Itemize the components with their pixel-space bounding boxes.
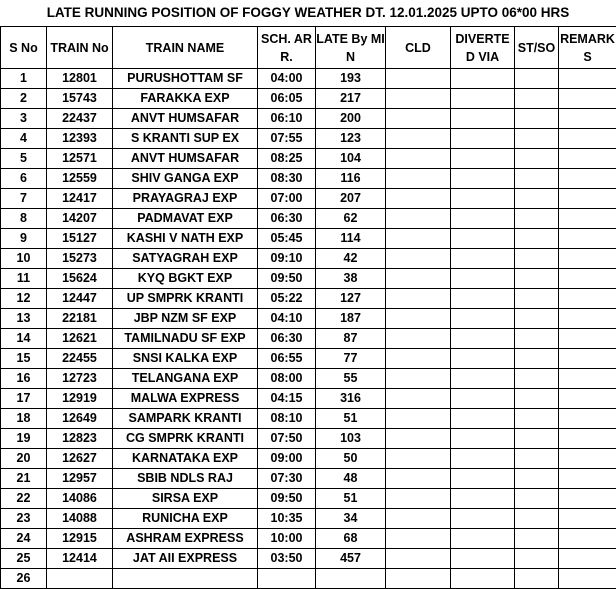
- cell-sno: 25: [1, 549, 47, 569]
- cell-sch-arr: 08:30: [258, 169, 316, 189]
- late-running-table: [0, 26, 616, 589]
- cell-remarks: [559, 289, 616, 309]
- cell-diverted-via: [451, 89, 515, 109]
- cell-train-no: 15127: [47, 229, 113, 249]
- cell-train-name: PURUSHOTTAM SF: [113, 69, 258, 89]
- cell-remarks: [559, 109, 616, 129]
- cell-st-so: [515, 509, 559, 529]
- cell-sno: 3: [1, 109, 47, 129]
- table-row: [1, 429, 616, 449]
- col-header-sno: S No: [1, 27, 47, 69]
- cell-st-so: [515, 209, 559, 229]
- cell-sch-arr: 08:25: [258, 149, 316, 169]
- cell-train-no: 12621: [47, 329, 113, 349]
- cell-st-so: [515, 349, 559, 369]
- table-row: [1, 469, 616, 489]
- cell-diverted-via: [451, 269, 515, 289]
- cell-train-no: 12649: [47, 409, 113, 429]
- cell-sno: 24: [1, 529, 47, 549]
- cell-late-by-min: 217: [316, 89, 386, 109]
- cell-diverted-via: [451, 189, 515, 209]
- table-row: [1, 349, 616, 369]
- cell-cld: [386, 449, 451, 469]
- table-row: [1, 89, 616, 109]
- cell-sch-arr: 09:10: [258, 249, 316, 269]
- cell-train-name: TELANGANA EXP: [113, 369, 258, 389]
- cell-remarks: [559, 569, 616, 589]
- cell-cld: [386, 229, 451, 249]
- col-header-diverted-via: DIVERTED VIA: [451, 27, 515, 69]
- cell-sch-arr: 09:00: [258, 449, 316, 469]
- table-row: [1, 129, 616, 149]
- col-header-train-no: TRAIN No: [47, 27, 113, 69]
- cell-train-name: SNSI KALKA EXP: [113, 349, 258, 369]
- cell-sno: 1: [1, 69, 47, 89]
- cell-st-so: [515, 169, 559, 189]
- table-row: [1, 149, 616, 169]
- cell-cld: [386, 569, 451, 589]
- table-row: [1, 249, 616, 269]
- cell-sno: 12: [1, 289, 47, 309]
- cell-sch-arr: 09:50: [258, 489, 316, 509]
- cell-sno: 23: [1, 509, 47, 529]
- cell-st-so: [515, 229, 559, 249]
- cell-cld: [386, 289, 451, 309]
- cell-late-by-min: [316, 569, 386, 589]
- cell-sno: 15: [1, 349, 47, 369]
- cell-cld: [386, 509, 451, 529]
- cell-remarks: [559, 349, 616, 369]
- cell-sno: 8: [1, 209, 47, 229]
- cell-diverted-via: [451, 489, 515, 509]
- cell-remarks: [559, 169, 616, 189]
- cell-late-by-min: 48: [316, 469, 386, 489]
- cell-train-no: 22181: [47, 309, 113, 329]
- table-row: [1, 169, 616, 189]
- cell-train-no: 12919: [47, 389, 113, 409]
- table-row: [1, 269, 616, 289]
- cell-sch-arr: 05:45: [258, 229, 316, 249]
- cell-sno: 13: [1, 309, 47, 329]
- cell-late-by-min: 116: [316, 169, 386, 189]
- cell-st-so: [515, 89, 559, 109]
- cell-sno: 2: [1, 89, 47, 109]
- cell-train-no: 12571: [47, 149, 113, 169]
- cell-sch-arr: 06:30: [258, 329, 316, 349]
- cell-diverted-via: [451, 349, 515, 369]
- cell-sno: 14: [1, 329, 47, 349]
- cell-sch-arr: 07:30: [258, 469, 316, 489]
- cell-st-so: [515, 129, 559, 149]
- table-row: [1, 109, 616, 129]
- cell-sno: 22: [1, 489, 47, 509]
- cell-sch-arr: 07:00: [258, 189, 316, 209]
- cell-sno: 19: [1, 429, 47, 449]
- cell-cld: [386, 249, 451, 269]
- cell-st-so: [515, 449, 559, 469]
- cell-train-name: PADMAVAT EXP: [113, 209, 258, 229]
- cell-remarks: [559, 209, 616, 229]
- cell-st-so: [515, 109, 559, 129]
- cell-train-no: 22455: [47, 349, 113, 369]
- cell-cld: [386, 309, 451, 329]
- cell-remarks: [559, 489, 616, 509]
- cell-diverted-via: [451, 209, 515, 229]
- cell-remarks: [559, 249, 616, 269]
- cell-sno: 17: [1, 389, 47, 409]
- cell-train-name: MALWA EXPRESS: [113, 389, 258, 409]
- cell-diverted-via: [451, 69, 515, 89]
- report-title: LATE RUNNING POSITION OF FOGGY WEATHER DT. 12.01.2025 UPTO 06*00 HRS: [0, 0, 616, 26]
- cell-sno: 18: [1, 409, 47, 429]
- cell-train-name: ASHRAM EXPRESS: [113, 529, 258, 549]
- cell-sno: 21: [1, 469, 47, 489]
- cell-cld: [386, 149, 451, 169]
- cell-cld: [386, 89, 451, 109]
- cell-st-so: [515, 329, 559, 349]
- cell-late-by-min: 38: [316, 269, 386, 289]
- cell-sch-arr: 09:50: [258, 269, 316, 289]
- cell-diverted-via: [451, 549, 515, 569]
- cell-train-no: 14086: [47, 489, 113, 509]
- cell-cld: [386, 349, 451, 369]
- cell-train-name: UP SMPRK KRANTI: [113, 289, 258, 309]
- cell-sch-arr: 06:10: [258, 109, 316, 129]
- cell-late-by-min: 103: [316, 429, 386, 449]
- cell-train-no: [47, 569, 113, 589]
- cell-train-no: 12627: [47, 449, 113, 469]
- cell-diverted-via: [451, 229, 515, 249]
- cell-train-name: KYQ BGKT EXP: [113, 269, 258, 289]
- cell-sch-arr: 05:22: [258, 289, 316, 309]
- cell-train-no: 15624: [47, 269, 113, 289]
- cell-remarks: [559, 529, 616, 549]
- cell-sno: 20: [1, 449, 47, 469]
- cell-remarks: [559, 129, 616, 149]
- cell-train-no: 12414: [47, 549, 113, 569]
- table-row: [1, 489, 616, 509]
- cell-remarks: [559, 549, 616, 569]
- cell-diverted-via: [451, 509, 515, 529]
- cell-train-name: FARAKKA EXP: [113, 89, 258, 109]
- cell-diverted-via: [451, 389, 515, 409]
- table-row: [1, 449, 616, 469]
- cell-remarks: [559, 469, 616, 489]
- cell-cld: [386, 169, 451, 189]
- cell-sch-arr: 04:00: [258, 69, 316, 89]
- cell-sch-arr: 06:55: [258, 349, 316, 369]
- cell-sch-arr: 07:50: [258, 429, 316, 449]
- cell-remarks: [559, 369, 616, 389]
- cell-train-no: 12559: [47, 169, 113, 189]
- cell-diverted-via: [451, 309, 515, 329]
- cell-st-so: [515, 389, 559, 409]
- cell-remarks: [559, 149, 616, 169]
- cell-diverted-via: [451, 449, 515, 469]
- table-row: [1, 529, 616, 549]
- cell-cld: [386, 189, 451, 209]
- cell-sno: 5: [1, 149, 47, 169]
- cell-diverted-via: [451, 529, 515, 549]
- cell-st-so: [515, 149, 559, 169]
- cell-sno: 10: [1, 249, 47, 269]
- cell-late-by-min: 104: [316, 149, 386, 169]
- cell-sch-arr: 08:00: [258, 369, 316, 389]
- cell-diverted-via: [451, 429, 515, 449]
- cell-sno: 26: [1, 569, 47, 589]
- cell-late-by-min: 77: [316, 349, 386, 369]
- cell-remarks: [559, 429, 616, 449]
- cell-late-by-min: 114: [316, 229, 386, 249]
- cell-late-by-min: 193: [316, 69, 386, 89]
- col-header-st-so: ST/SO: [515, 27, 559, 69]
- cell-remarks: [559, 509, 616, 529]
- cell-train-name: SATYAGRAH EXP: [113, 249, 258, 269]
- cell-remarks: [559, 69, 616, 89]
- col-header-sch-arr: SCH. ARR.: [258, 27, 316, 69]
- col-header-train-name: TRAIN NAME: [113, 27, 258, 69]
- cell-st-so: [515, 269, 559, 289]
- cell-train-name: SAMPARK KRANTI: [113, 409, 258, 429]
- cell-remarks: [559, 229, 616, 249]
- table-row: [1, 289, 616, 309]
- cell-late-by-min: 50: [316, 449, 386, 469]
- cell-sch-arr: 08:10: [258, 409, 316, 429]
- cell-diverted-via: [451, 129, 515, 149]
- table-row: [1, 69, 616, 89]
- cell-remarks: [559, 269, 616, 289]
- cell-cld: [386, 69, 451, 89]
- cell-sch-arr: 04:15: [258, 389, 316, 409]
- table-row: [1, 229, 616, 249]
- cell-train-no: 12801: [47, 69, 113, 89]
- cell-late-by-min: 316: [316, 389, 386, 409]
- cell-st-so: [515, 309, 559, 329]
- cell-cld: [386, 409, 451, 429]
- cell-train-no: 22437: [47, 109, 113, 129]
- cell-sch-arr: 06:30: [258, 209, 316, 229]
- cell-train-no: 12393: [47, 129, 113, 149]
- cell-remarks: [559, 449, 616, 469]
- cell-late-by-min: 55: [316, 369, 386, 389]
- cell-train-name: KASHI V NATH EXP: [113, 229, 258, 249]
- cell-train-name: ANVT HUMSAFAR: [113, 109, 258, 129]
- cell-diverted-via: [451, 569, 515, 589]
- cell-sch-arr: 07:55: [258, 129, 316, 149]
- cell-late-by-min: 68: [316, 529, 386, 549]
- cell-late-by-min: 62: [316, 209, 386, 229]
- cell-train-no: 15273: [47, 249, 113, 269]
- cell-sno: 11: [1, 269, 47, 289]
- cell-remarks: [559, 89, 616, 109]
- cell-train-name: S KRANTI SUP EX: [113, 129, 258, 149]
- cell-sno: 9: [1, 229, 47, 249]
- cell-cld: [386, 389, 451, 409]
- cell-cld: [386, 329, 451, 349]
- col-header-cld: CLD: [386, 27, 451, 69]
- cell-diverted-via: [451, 469, 515, 489]
- cell-train-name: ANVT HUMSAFAR: [113, 149, 258, 169]
- cell-train-no: 12447: [47, 289, 113, 309]
- table-row: [1, 309, 616, 329]
- table-row: [1, 509, 616, 529]
- cell-remarks: [559, 189, 616, 209]
- cell-train-no: 14088: [47, 509, 113, 529]
- table-row: [1, 549, 616, 569]
- col-header-remarks: REMARKS: [559, 27, 616, 69]
- cell-train-no: 12417: [47, 189, 113, 209]
- cell-diverted-via: [451, 289, 515, 309]
- cell-st-so: [515, 409, 559, 429]
- cell-diverted-via: [451, 109, 515, 129]
- cell-diverted-via: [451, 149, 515, 169]
- cell-st-so: [515, 569, 559, 589]
- cell-sch-arr: 06:05: [258, 89, 316, 109]
- cell-remarks: [559, 309, 616, 329]
- cell-train-no: 12823: [47, 429, 113, 449]
- cell-train-name: [113, 569, 258, 589]
- cell-diverted-via: [451, 369, 515, 389]
- cell-late-by-min: 123: [316, 129, 386, 149]
- cell-st-so: [515, 289, 559, 309]
- cell-sno: 16: [1, 369, 47, 389]
- cell-train-no: 12915: [47, 529, 113, 549]
- cell-remarks: [559, 409, 616, 429]
- cell-st-so: [515, 369, 559, 389]
- cell-train-name: SIRSA EXP: [113, 489, 258, 509]
- cell-train-no: 14207: [47, 209, 113, 229]
- table-row: [1, 369, 616, 389]
- cell-late-by-min: 42: [316, 249, 386, 269]
- cell-st-so: [515, 489, 559, 509]
- cell-late-by-min: 200: [316, 109, 386, 129]
- cell-remarks: [559, 329, 616, 349]
- cell-train-name: JBP NZM SF EXP: [113, 309, 258, 329]
- cell-late-by-min: 127: [316, 289, 386, 309]
- cell-late-by-min: 87: [316, 329, 386, 349]
- cell-late-by-min: 187: [316, 309, 386, 329]
- cell-st-so: [515, 189, 559, 209]
- cell-late-by-min: 51: [316, 489, 386, 509]
- cell-sch-arr: 10:00: [258, 529, 316, 549]
- table-row: [1, 209, 616, 229]
- cell-cld: [386, 469, 451, 489]
- cell-cld: [386, 489, 451, 509]
- header-row: [1, 27, 616, 69]
- table-row: [1, 409, 616, 429]
- cell-late-by-min: 207: [316, 189, 386, 209]
- cell-diverted-via: [451, 249, 515, 269]
- cell-st-so: [515, 69, 559, 89]
- cell-diverted-via: [451, 329, 515, 349]
- cell-remarks: [559, 389, 616, 409]
- cell-cld: [386, 209, 451, 229]
- cell-st-so: [515, 529, 559, 549]
- table-row: [1, 569, 616, 589]
- cell-train-name: RUNICHA EXP: [113, 509, 258, 529]
- cell-diverted-via: [451, 169, 515, 189]
- cell-diverted-via: [451, 409, 515, 429]
- cell-sno: 6: [1, 169, 47, 189]
- table-row: [1, 389, 616, 409]
- cell-sno: 7: [1, 189, 47, 209]
- cell-sch-arr: 04:10: [258, 309, 316, 329]
- cell-train-no: 15743: [47, 89, 113, 109]
- col-header-late-by-min: LATE By MIN: [316, 27, 386, 69]
- cell-cld: [386, 429, 451, 449]
- cell-train-no: 12957: [47, 469, 113, 489]
- cell-train-name: CG SMPRK KRANTI: [113, 429, 258, 449]
- cell-st-so: [515, 249, 559, 269]
- cell-cld: [386, 109, 451, 129]
- cell-train-name: PRAYAGRAJ EXP: [113, 189, 258, 209]
- cell-late-by-min: 457: [316, 549, 386, 569]
- cell-train-name: TAMILNADU SF EXP: [113, 329, 258, 349]
- cell-train-name: JAT AII EXPRESS: [113, 549, 258, 569]
- cell-cld: [386, 529, 451, 549]
- cell-sch-arr: [258, 569, 316, 589]
- cell-sch-arr: 03:50: [258, 549, 316, 569]
- cell-late-by-min: 34: [316, 509, 386, 529]
- cell-sch-arr: 10:35: [258, 509, 316, 529]
- cell-train-name: SBIB NDLS RAJ: [113, 469, 258, 489]
- table-row: [1, 189, 616, 209]
- table-row: [1, 329, 616, 349]
- cell-st-so: [515, 429, 559, 449]
- cell-st-so: [515, 549, 559, 569]
- cell-cld: [386, 549, 451, 569]
- cell-train-no: 12723: [47, 369, 113, 389]
- cell-train-name: SHIV GANGA EXP: [113, 169, 258, 189]
- cell-cld: [386, 269, 451, 289]
- cell-late-by-min: 51: [316, 409, 386, 429]
- cell-cld: [386, 129, 451, 149]
- cell-train-name: KARNATAKA EXP: [113, 449, 258, 469]
- cell-st-so: [515, 469, 559, 489]
- cell-cld: [386, 369, 451, 389]
- cell-sno: 4: [1, 129, 47, 149]
